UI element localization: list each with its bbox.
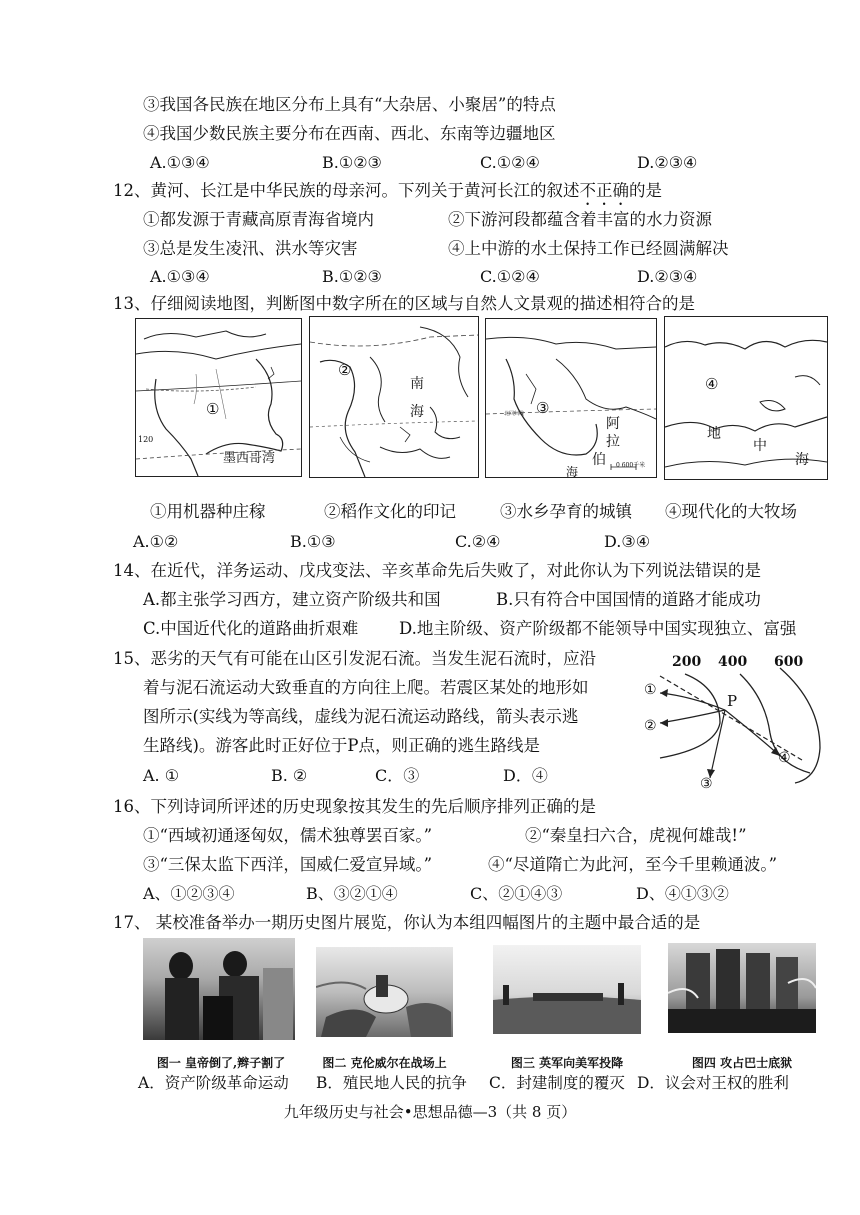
q12-option-b: B.①②③ <box>322 267 382 286</box>
q11-statement-4: ④我国少数民族主要分布在西南、西北、东南等边疆地区 <box>143 124 556 143</box>
map-north-america <box>135 318 302 477</box>
map3-scale: 0 600千米 <box>616 462 646 469</box>
map4-sea-2: 中 <box>753 438 767 454</box>
q13-option-d: D.③④ <box>604 532 651 551</box>
photo-caption-4: 图四 攻占巴士底狱 <box>691 1056 793 1070</box>
point-p-label: P <box>727 692 738 710</box>
map1-gulf-label: 墨西哥湾 <box>223 451 276 466</box>
page-footer: 九年级历史与社会•思想品德—3（共 8 页） <box>283 1103 577 1121</box>
q14-option-c: C.中国近代化的道路曲折艰难 <box>143 619 359 638</box>
map4-sea-1: 地 <box>707 426 721 442</box>
map3-sea-2: 拉 <box>606 434 620 450</box>
q16-option-c: C、②①④③ <box>470 884 563 903</box>
map3-sea-1: 阿 <box>606 416 620 432</box>
photo-caption-1: 图一 皇帝倒了,辫子割了 <box>156 1056 286 1070</box>
q16-poem-2: ②“秦皇扫六合，虎视何雄哉!” <box>525 826 747 845</box>
map3-sea-4: 海 <box>566 465 579 478</box>
q16-poem-3: ③“三保太监下西洋，国威仁爱宣异域。” <box>143 855 433 874</box>
q13-stem: 13、仔细阅读地图，判断图中数字所在的区域与自然人文景观的描述相符合的是 <box>113 294 695 313</box>
q15-line-4: 生路线)。游客此时正好位于P点，则正确的逃生路线是 <box>143 736 541 755</box>
q17-option-c: C．封建制度的覆灭 <box>489 1074 625 1092</box>
q16-poem-1: ①“西域初通逐匈奴，儒术独尊罢百家。” <box>143 826 433 845</box>
q15-line-1: 15、恶劣的天气有可能在山区引发泥石流。当发生泥石流时，应沿 <box>113 649 596 668</box>
map2-sea-2: 海 <box>410 404 424 420</box>
photo-british-surrender <box>493 945 641 1034</box>
q12-statement-4: ④上中游的水土保持工作已经圆满解决 <box>448 239 729 258</box>
q17-option-b: B．殖民地人民的抗争 <box>316 1074 467 1092</box>
q14-option-d: D.地主阶级、资产阶级都不能领导中国实现独立、富强 <box>399 619 797 638</box>
q15-option-d: D．④ <box>503 766 548 785</box>
q17-stem: 17、 某校准备举办一期历史图片展览，你认为本组四幅图片的主题中最合适的是 <box>113 913 701 932</box>
map3-number: ③ <box>536 399 550 417</box>
q15-option-c: C．③ <box>375 766 420 785</box>
contour-label-400: 400 <box>718 654 748 670</box>
q11-option-d: D.②③④ <box>637 153 698 172</box>
q13-desc-3: ③水乡孕育的城镇 <box>500 502 632 521</box>
q17-option-a: A．资产阶级革命运动 <box>138 1074 289 1092</box>
contour-diagram <box>630 648 830 798</box>
map3-tropic-label: 北回归线 <box>504 411 525 417</box>
q16-option-a: A、①②③④ <box>143 884 235 903</box>
q13-desc-1: ①用机器种庄稼 <box>150 502 266 521</box>
q16-poem-4: ④“尽道隋亡为此河，至今千里赖通波。” <box>488 855 778 874</box>
q13-option-b: B.①③ <box>290 532 336 551</box>
q11-statement-3: ③我国各民族在地区分布上具有“大杂居、小聚居”的特点 <box>143 95 556 114</box>
q13-option-a: A.①② <box>133 532 179 551</box>
map4-sea-3: 海 <box>795 452 809 468</box>
map2-number: ② <box>338 361 352 379</box>
photo-queue-cutting <box>143 938 295 1040</box>
map3-sea-3: 伯 <box>592 452 606 468</box>
map-mediterranean <box>664 316 828 480</box>
q17-option-d: D．议会对王权的胜利 <box>637 1074 789 1092</box>
route-label-3: ③ <box>700 776 713 792</box>
route-label-1: ① <box>644 682 657 698</box>
q12-statement-1: ①都发源于青藏高原青海省境内 <box>143 210 374 229</box>
photo-caption-3: 图三 英军向美军投降 <box>510 1056 624 1070</box>
photo-caption-2: 图二 克伦威尔在战场上 <box>322 1056 447 1070</box>
q12-stem: 12、黄河、长江是中华民族的母亲河。下列关于黄河长江的叙述不正确的是 <box>113 181 662 200</box>
q15-option-b: B. ② <box>271 766 308 785</box>
q11-option-a: A.①③④ <box>150 153 210 172</box>
q16-stem: 16、下列诗词所评述的历史现象按其发生的先后顺序排列正确的是 <box>113 797 596 816</box>
map2-sea-1: 南 <box>410 376 424 392</box>
q16-option-b: B、③②①④ <box>306 884 398 903</box>
q12-option-d: D.②③④ <box>637 267 698 286</box>
q15-line-2: 着与泥石流运动大致垂直的方向往上爬。若震区某处的地形如 <box>143 678 589 697</box>
q13-desc-2: ②稻作文化的印记 <box>324 502 456 521</box>
map1-number: ① <box>206 400 220 418</box>
map1-tick: 120 <box>138 435 154 444</box>
q15-option-a: A. ① <box>143 766 180 785</box>
route-label-4: ④ <box>778 750 791 766</box>
route-label-2: ② <box>644 718 657 734</box>
q14-stem: 14、在近代，洋务运动、戊戌变法、辛亥革命先后失败了，对此你认为下列说法错误的是 <box>113 561 761 580</box>
q12-statement-2: ②下游河段都蕴含着丰富的水力资源 <box>448 210 712 229</box>
q12-option-a: A.①③④ <box>150 267 210 286</box>
map-arabia <box>485 318 657 478</box>
contour-label-600: 600 <box>774 654 804 670</box>
map4-number: ④ <box>705 375 719 393</box>
q14-option-a: A.都主张学习西方，建立资产阶级共和国 <box>143 590 441 609</box>
q14-option-b: B.只有符合中国国情的道路才能成功 <box>496 590 761 609</box>
contour-label-200: 200 <box>672 654 702 670</box>
q13-desc-4: ④现代化的大牧场 <box>665 502 797 521</box>
q11-option-b: B.①②③ <box>322 153 382 172</box>
q16-option-d: D、④①③② <box>636 884 729 903</box>
q15-line-3: 图所示(实线为等高线，虚线为泥石流运动路线，箭头表示逃 <box>143 707 579 726</box>
photo-bastille-storming <box>668 943 816 1033</box>
q13-option-c: C.②④ <box>455 532 501 551</box>
map-southeast-asia <box>309 316 479 478</box>
photo-cromwell-battlefield <box>316 947 453 1037</box>
q11-option-c: C.①②④ <box>480 153 540 172</box>
q12-option-c: C.①②④ <box>480 267 540 286</box>
q12-statement-3: ③总是发生凌汛、洪水等灾害 <box>143 239 358 258</box>
